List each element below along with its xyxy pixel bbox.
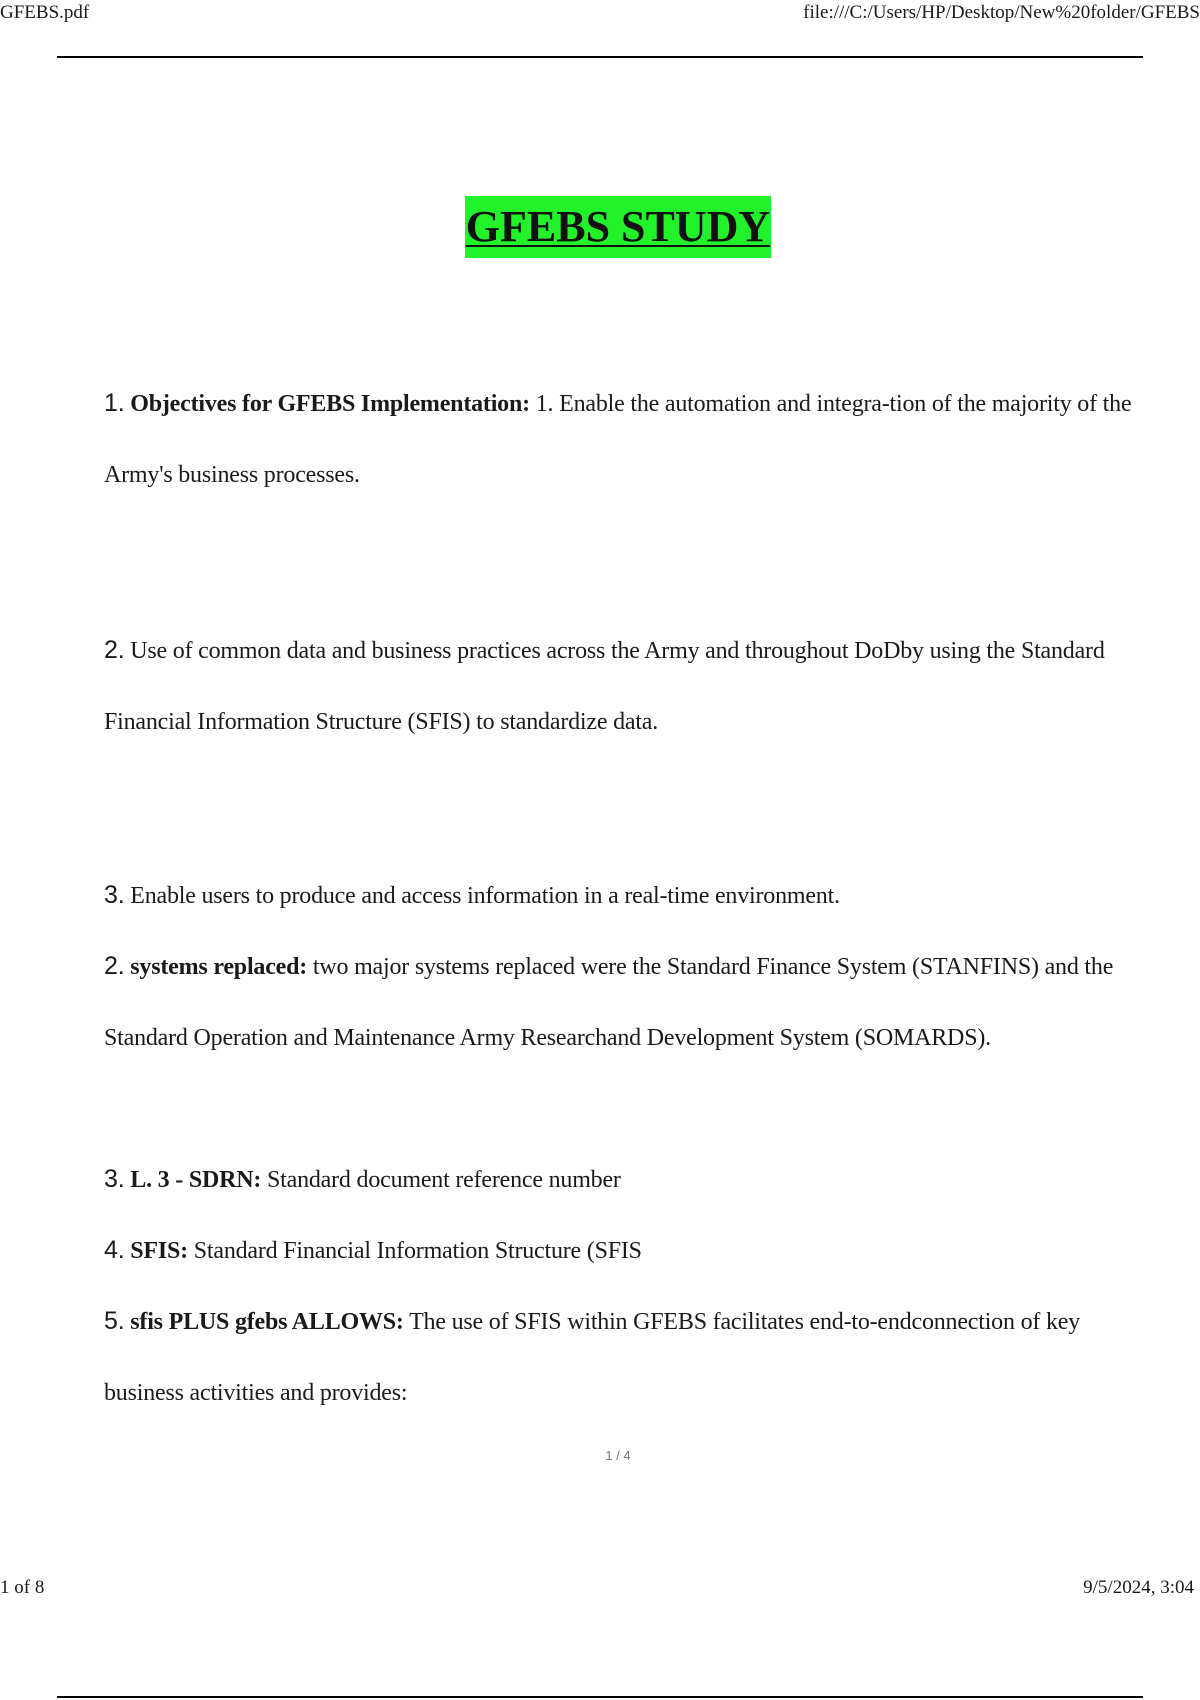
- document-title: GFEBS STUDY: [465, 196, 771, 258]
- footer-datetime: 9/5/2024, 3:04: [1083, 1577, 1194, 1598]
- item-term: systems replaced:: [130, 954, 308, 980]
- item-sfis: [104, 1215, 1134, 1287]
- footer-page-count: 1 of 8: [0, 1577, 45, 1598]
- item-sfis-plus-gfebs: [104, 1286, 1134, 1429]
- item-number: 1.: [104, 389, 125, 417]
- header-file-path: file:///C:/Users/HP/Desktop/New%20folder/GFEBS: [803, 2, 1200, 23]
- item-number: 3.: [104, 881, 125, 909]
- item-text: Use of common data and business practices across the Army and throughout DoDby using the Standard Financial Information Structure (SFIS) to standardize data.: [104, 638, 1105, 735]
- item-number: 5.: [104, 1307, 125, 1335]
- bottom-divider: [57, 1696, 1143, 1698]
- item-systems-replaced: [104, 931, 1134, 1074]
- item-term: SFIS:: [130, 1238, 188, 1264]
- item-term: sfis PLUS gfebs ALLOWS:: [130, 1309, 404, 1335]
- item-real-time: [104, 860, 1134, 932]
- item-text: Enable users to produce and access information in a real-time environment.: [124, 883, 840, 909]
- item-sdrn: [104, 1144, 1134, 1216]
- item-number: 2.: [104, 636, 125, 664]
- item-common-data: [104, 615, 1134, 758]
- title-container: [0, 196, 1200, 258]
- item-objectives: [104, 368, 1134, 511]
- item-term: L. 3 - SDRN:: [130, 1167, 262, 1193]
- item-term: Objectives for GFEBS Implementation:: [130, 391, 530, 417]
- header-filename: GFEBS.pdf: [0, 2, 90, 23]
- item-text: 1. Enable the automation and integra-tion of the majority of the Army's business processes.: [104, 391, 1132, 488]
- top-divider: [57, 56, 1143, 58]
- item-number: 2.: [104, 952, 125, 980]
- item-text: Standard document reference number: [261, 1167, 621, 1193]
- item-text: two major systems replaced were the Standard Finance System (STANFINS) and the Standard Operation and Maintenance Army Researchand Development System (SOMARDS).: [104, 954, 1114, 1051]
- item-number: 4.: [104, 1236, 125, 1264]
- page-indicator: 1 / 4: [605, 1448, 631, 1463]
- item-text: Standard Financial Information Structure (SFIS: [187, 1238, 642, 1264]
- item-number: 3.: [104, 1165, 125, 1193]
- item-text: The use of SFIS within GFEBS facilitates end-to-endconnection of key business activities and provides:: [104, 1309, 1081, 1406]
